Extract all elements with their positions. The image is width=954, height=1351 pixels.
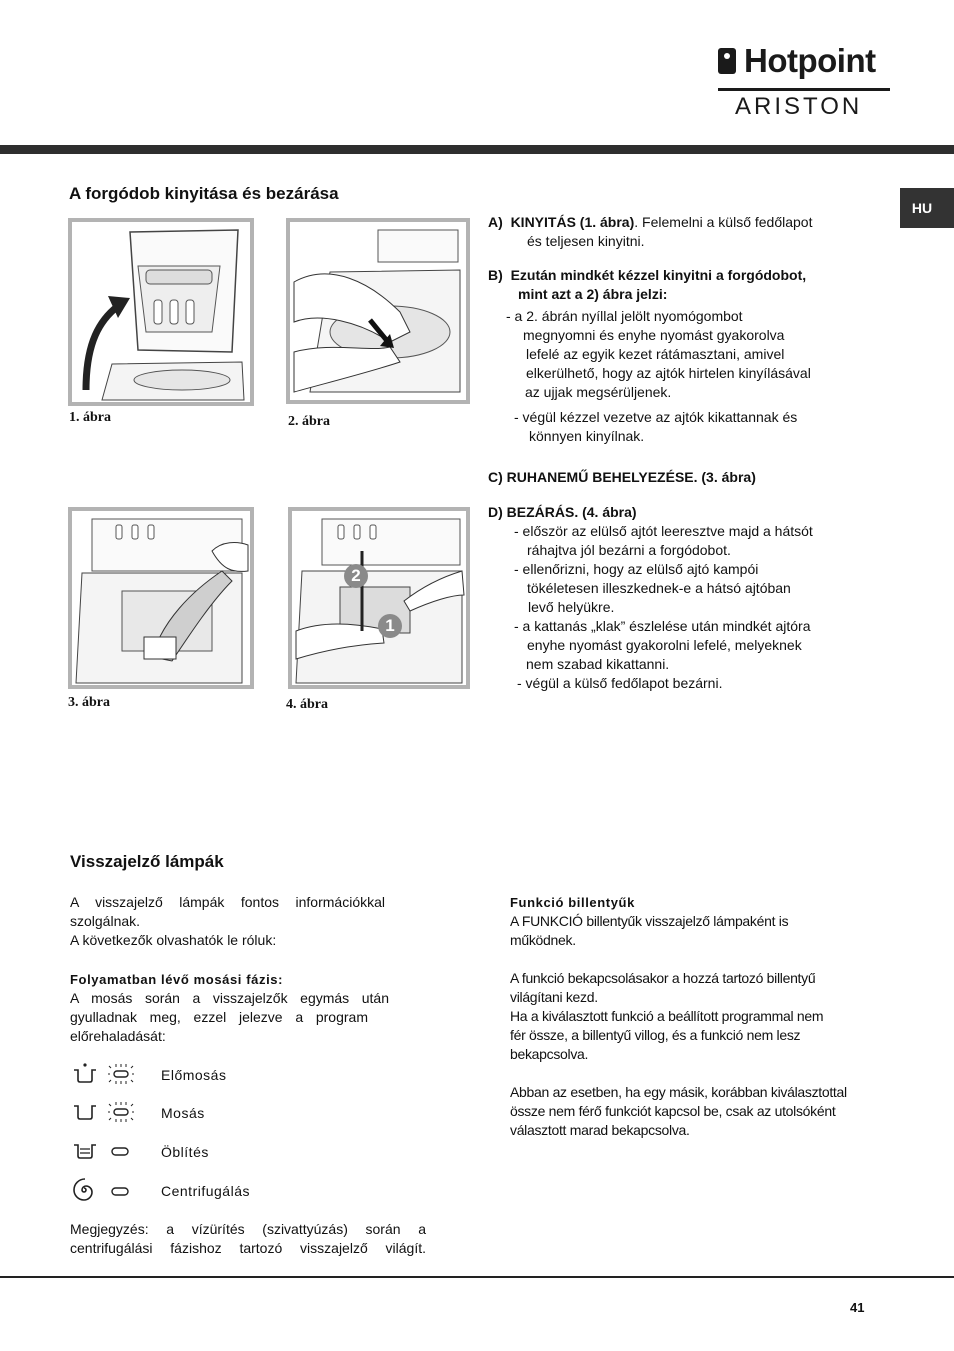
step-a-text-2: és teljesen kinyitni. [527, 233, 645, 249]
step-d-line: ráhajtva jól bezárni a forgódobot. [527, 542, 731, 558]
figure-1-drawing [72, 222, 250, 402]
func-line: bekapcsolva. [510, 1046, 589, 1062]
figure-3-illustration [68, 507, 254, 689]
brand-logo-mark [718, 48, 736, 74]
function-keys-text [510, 912, 847, 1140]
step-b-line: lefelé az egyik kezet rátámasztani, amivel [526, 346, 785, 362]
step-b-details [506, 307, 811, 402]
step-b-line: az ujjak megsérüljenek. [525, 384, 672, 400]
lamp-label-prewash: Előmosás [161, 1067, 227, 1083]
step-b-line: - a 2. ábrán nyíllal jelölt nyomógombot [506, 308, 743, 324]
func-line [510, 1064, 847, 1083]
brand-logo-sub: ARISTON [735, 93, 863, 120]
func-line: világítani kezd. [510, 989, 598, 1005]
wash-icon [72, 1102, 98, 1122]
note-line: centrifugálási fázishoz tartozó visszajelző világít. [70, 1240, 426, 1256]
step-c-heading: C) RUHANEMŰ BEHELYEZÉSE. (3. ábra) [488, 469, 756, 485]
step-d [488, 503, 637, 522]
step-b-heading-2: mint azt a 2) ábra jelzi: [518, 286, 668, 302]
figure-4-illustration [288, 507, 470, 689]
step-d-heading: D) BEZÁRÁS. (4. ábra) [488, 504, 637, 520]
lamp-label-spin: Centrifugálás [161, 1183, 250, 1199]
lamp-label-rinse: Öblítés [161, 1144, 209, 1160]
figure-4-marker-1: 1 [378, 614, 402, 638]
footer-rule [0, 1276, 954, 1278]
step-c [488, 468, 756, 487]
brand-logo-bar [718, 88, 890, 91]
func-line: Ha a kiválasztott funkció a beállított programmal nem [510, 1008, 824, 1024]
func-line: működnek. [510, 932, 576, 948]
phase-line: előrehaladását: [70, 1028, 166, 1044]
step-b-final-line: - végül kézzel vezetve az ajtók kikattannak és [514, 409, 798, 425]
step-d-line: - ellenőrizni, hogy az elülső ajtó kampói [514, 561, 759, 577]
step-d-line: - először az elülső ajtót leeresztve majd a hátsót [514, 523, 813, 539]
section-title-drum: A forgódob kinyitása és bezárása [69, 184, 339, 203]
func-line: Abban az esetben, ha egy másik, korábban kiválasztottal [510, 1084, 847, 1100]
step-d-line: - végül a külső fedőlapot bezárni. [517, 675, 723, 691]
lamp-lit-icon [108, 1102, 134, 1122]
func-line: A funkció bekapcsolásakor a hozzá tartozó billentyű [510, 970, 816, 986]
header-rule [0, 145, 954, 154]
lamp-off-icon [108, 1144, 134, 1158]
function-keys-heading [510, 893, 635, 912]
intro-line: szolgálnak. [70, 913, 141, 929]
phase-line: gyulladnak meg, ezzel jelezve a program [70, 1009, 368, 1025]
indicators-intro [70, 893, 385, 950]
step-d-line: enyhe nyomást gyakorolni lefelé, melyeknek [527, 637, 802, 653]
figure-1-caption: 1. ábra [69, 410, 111, 425]
func-line: össze nem férő funkciót kapcsol be, csak az utolsóként [510, 1103, 836, 1119]
step-d-line: levő helyükre. [528, 599, 615, 615]
func-line: fér össze, a billentyű villog, és a funkció nem lesz [510, 1027, 801, 1043]
step-b [488, 266, 806, 304]
phase-heading [70, 970, 283, 989]
page-number: 41 [850, 1300, 865, 1315]
lamp-lit-icon [108, 1064, 134, 1084]
figure-2-caption: 2. ábra [288, 414, 330, 429]
figure-2-drawing [290, 222, 466, 400]
figure-3-drawing [72, 511, 250, 685]
step-a-text-1: . Felemelni a külső fedőlapot [634, 214, 813, 230]
phase-heading-text: Folyamatban lévő mosási fázis: [70, 972, 284, 987]
step-b-final [514, 408, 797, 446]
figure-4-caption: 4. ábra [286, 697, 328, 712]
phase-line: A mosás során a visszajelzők egymás után [70, 990, 389, 1006]
intro-line: A visszajelző lámpák fontos információkkal [70, 894, 385, 910]
spin-icon [71, 1177, 97, 1203]
func-line: A FUNKCIÓ billentyűk visszajelző lámpaként is [510, 913, 789, 929]
section-title-indicators: Visszajelző lámpák [70, 852, 224, 871]
function-keys-heading-text: Funkció billentyűk [510, 895, 635, 910]
step-b-line: megnyomni és enyhe nyomást gyakorolva [523, 327, 785, 343]
drain-note [70, 1220, 426, 1258]
rinse-icon [72, 1141, 98, 1161]
prewash-icon [72, 1062, 98, 1084]
lamp-label-wash: Mosás [161, 1105, 205, 1121]
func-line [510, 950, 847, 969]
step-d-line: - a kattanás „klak” észlelése után mindkét ajtóra [514, 618, 811, 634]
figure-4-drawing [292, 511, 466, 685]
func-line: választott marad bekapcsolva. [510, 1122, 690, 1138]
step-a-label: A) [488, 214, 503, 230]
step-b-label: B) [488, 267, 503, 283]
figure-2-illustration [286, 218, 470, 404]
step-d-line: tökéletesen illeszkednek-e a hátsó ajtóban [527, 580, 791, 596]
lamp-off-icon [108, 1184, 134, 1198]
step-b-heading-1: Ezután mindkét kézzel kinyitni a forgódobot, [510, 267, 807, 283]
figure-4-marker-2: 2 [344, 564, 368, 588]
intro-line: A következők olvashatók le róluk: [70, 932, 277, 948]
figure-1-illustration [68, 218, 254, 406]
step-d-details [514, 522, 813, 693]
step-d-line: nem szabad kikattanni. [526, 656, 670, 672]
brand-logo-name: Hotpoint [744, 42, 876, 79]
figure-3-caption: 3. ábra [68, 695, 110, 710]
phase-text [70, 989, 389, 1046]
step-b-line: elkerülhető, hogy az ajtók hirtelen kinyílásával [526, 365, 811, 381]
note-line: Megjegyzés: a vízürítés (szivattyúzás) során a [70, 1221, 426, 1237]
language-tab: HU [900, 188, 954, 228]
step-a [488, 213, 812, 251]
step-a-heading: KINYITÁS (1. ábra) [510, 214, 635, 230]
step-b-final-line: könnyen kinyílnak. [529, 428, 645, 444]
